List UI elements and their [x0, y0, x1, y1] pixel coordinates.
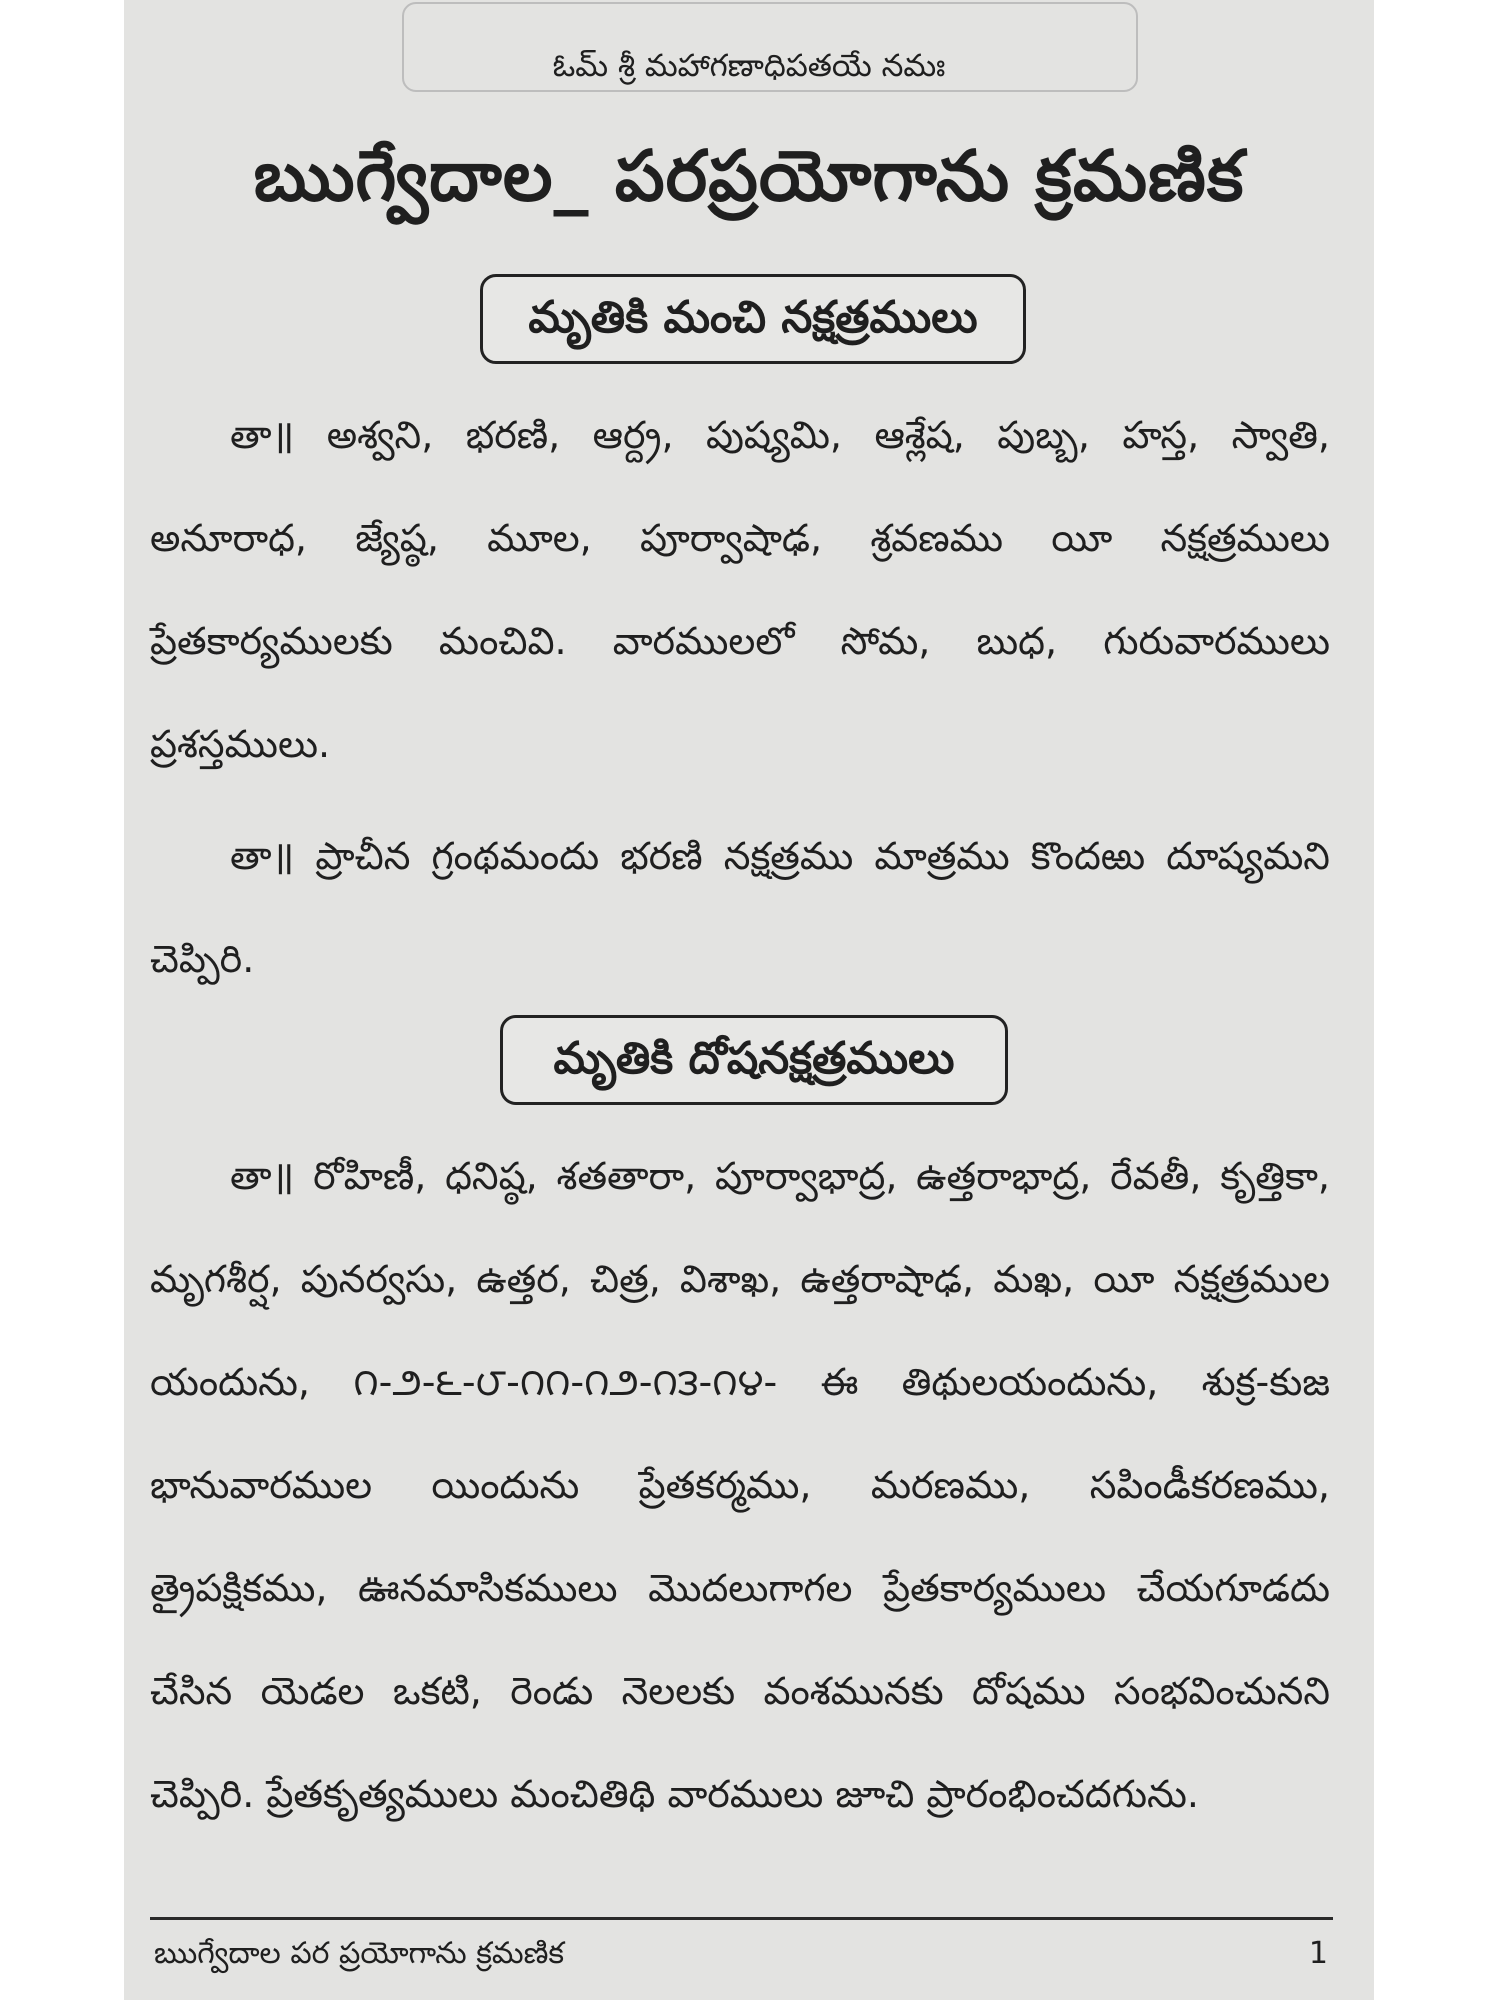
section-heading-bad-stars: మృతికి దోషనక్షత్రములు — [500, 1015, 1008, 1105]
paragraph-good-stars: తా॥ అశ్వని, భరణి, ఆర్ద్ర, పుష్యమి, ఆశ్లేష, పుబ్బ, హస్త, స్వాతి, అనూరాధ, జ్యేష్ఠ, మూల, పూర్వాషాఢ, శ్రవణము యీ నక్షత్రములు ప్రేతకార్యములకు మంచివి. వారములలో సోమ, బుధ, గురువారములు ప్రశస్తములు. — [150, 413, 1330, 766]
section-heading-good-stars: మృతికి మంచి నక్షత్రములు — [480, 274, 1026, 364]
page-title: ఋగ్వేదాల_ పరప్రయోగాను క్రమణిక — [253, 135, 1245, 217]
paragraph-ancient-text: తా॥ ప్రాచీన గ్రంథమందు భరణి నక్షత్రము మాత్రము కొందఱు దూష్యమని చెప్పిరి. — [150, 834, 1330, 981]
page-number: 1 — [1308, 1936, 1328, 1971]
book-page — [124, 0, 1374, 2000]
footer-divider — [150, 1917, 1333, 1920]
invocation-line: ఓమ్ శ్రీ మహాగణాధిపతయే నమః — [552, 48, 946, 84]
footer-title: ఋగ్వేదాల పర ప్రయోగాను క్రమణిక — [154, 1936, 565, 1971]
paragraph-bad-stars: తా॥ రోహిణీ, ధనిష్ఠ, శతతారా, పూర్వాభాద్ర, ఉత్తరాభాద్ర, రేవతీ, కృత్తికా, మృగశీర్ష, పునర్వసు, ఉత్తర, చిత్ర, విశాఖ, ఉత్తరాషాఢ, మఖ, యీ నక్షత్రముల యందును, ౧-౨-౬-౮-౧౧-౧౨-౧౩-౧౪- ఈ తిథులయందును, శుక్ర-కుజ భానువారముల యిందును ప్రేతకర్మము, మరణము, సపిండీకరణము, త్రైపక్షికము, ఊనమాసికములు మొదలుగాగల ప్రేతకార్యములు చేయగూడదు చేసిన యెడల ఒకటి, రెండు నెలలకు వంశమునకు దోషము సంభవించునని చెప్పిరి. ప్రేతకృత్యములు మంచితిథి వారములు జూచి ప్రారంభించదగును. — [150, 1154, 1330, 1816]
